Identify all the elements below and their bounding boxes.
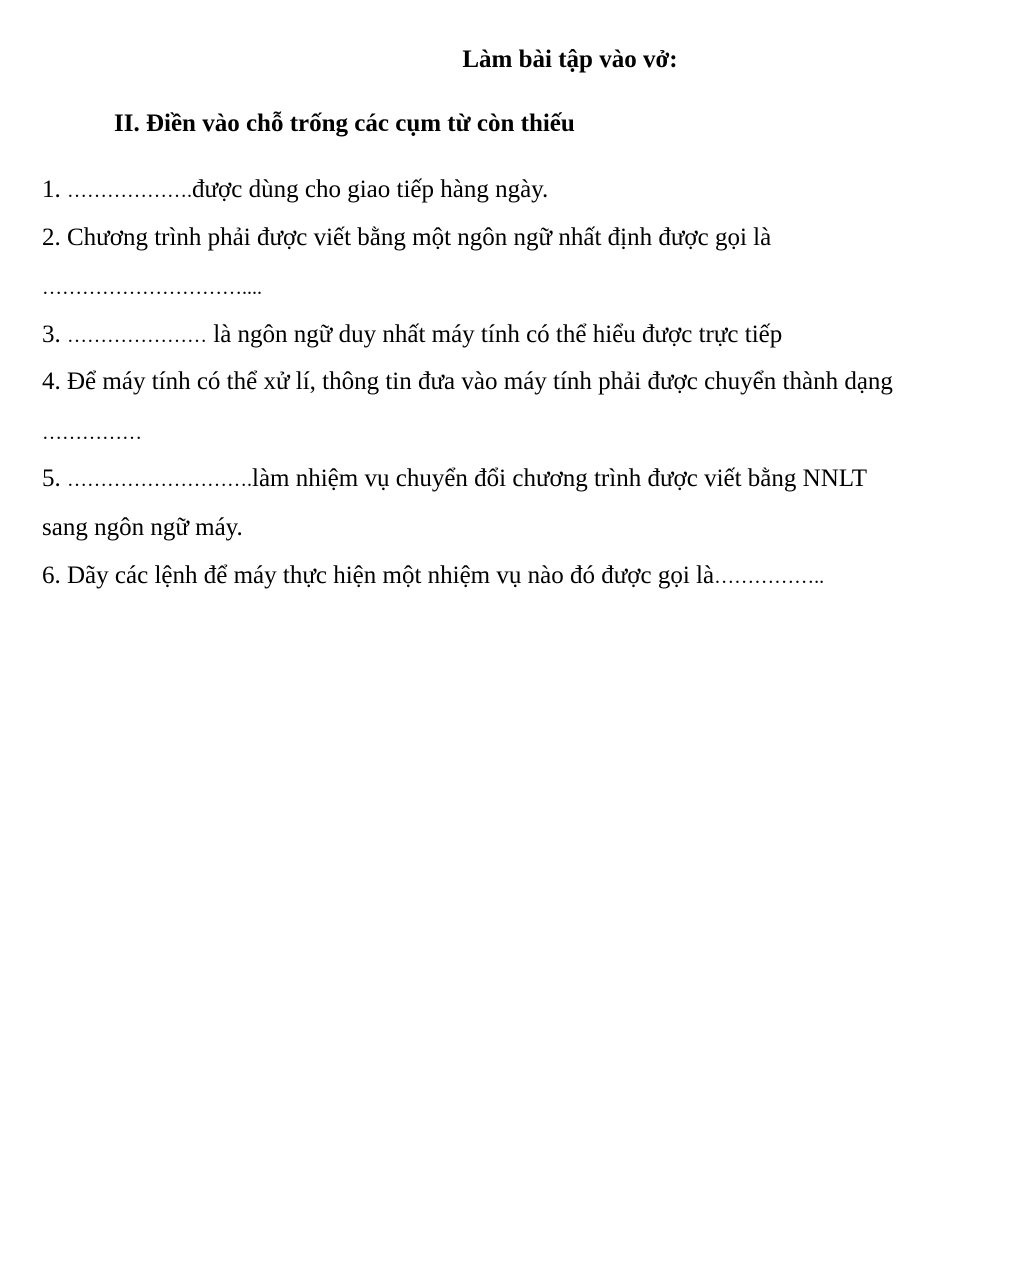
exercise-item-6 [42,562,824,590]
fill-blank: ………………………. [67,469,252,491]
fill-blank: ………………… [67,325,207,347]
item-text: làm nhiệm vụ chuyển đổi chương trình được viết bằng NNLT [252,465,868,492]
section-title: II. Điền vào chỗ trống các cụm từ còn thiếu [114,110,575,137]
fill-blank: …………… [42,422,142,444]
exercise-item-3 [42,321,782,349]
page-title: Làm bài tập vào vở: [462,46,678,73]
fill-blank: …………….. [714,566,825,588]
item-number: 5. [42,465,61,492]
item-text: được dùng cho giao tiếp hàng ngày. [192,176,549,203]
item-number: 1. [42,176,61,203]
item-text: là ngôn ngữ duy nhất máy tính có thể hiểu được trực tiếp [213,321,783,348]
exercise-item-2-blank-line [42,273,262,301]
fill-blank: ………………. [67,180,192,202]
exercise-item-4 [42,368,893,396]
exercise-item-1 [42,176,548,204]
item-number: 6. [42,562,61,589]
item-number: 4. [42,368,61,395]
item-text: Chương trình phải được viết bằng một ngôn ngữ nhất định được gọi là [67,224,772,251]
item-number: 3. [42,321,61,348]
exercise-item-4-blank-line [42,418,142,446]
item-number: 2. [42,224,61,251]
item-text-continued: sang ngôn ngữ máy. [42,514,243,541]
item-text: Dãy các lệnh để máy thực hiện một nhiệm vụ nào đó được gọi là [67,562,715,589]
fill-blank: ………………………….... [42,277,262,299]
exercise-item-5-continuation [42,514,243,542]
item-text: Để máy tính có thể xử lí, thông tin đưa vào máy tính phải được chuyển thành dạng [67,368,893,395]
exercise-item-2 [42,224,771,252]
exercise-item-5 [42,465,867,493]
